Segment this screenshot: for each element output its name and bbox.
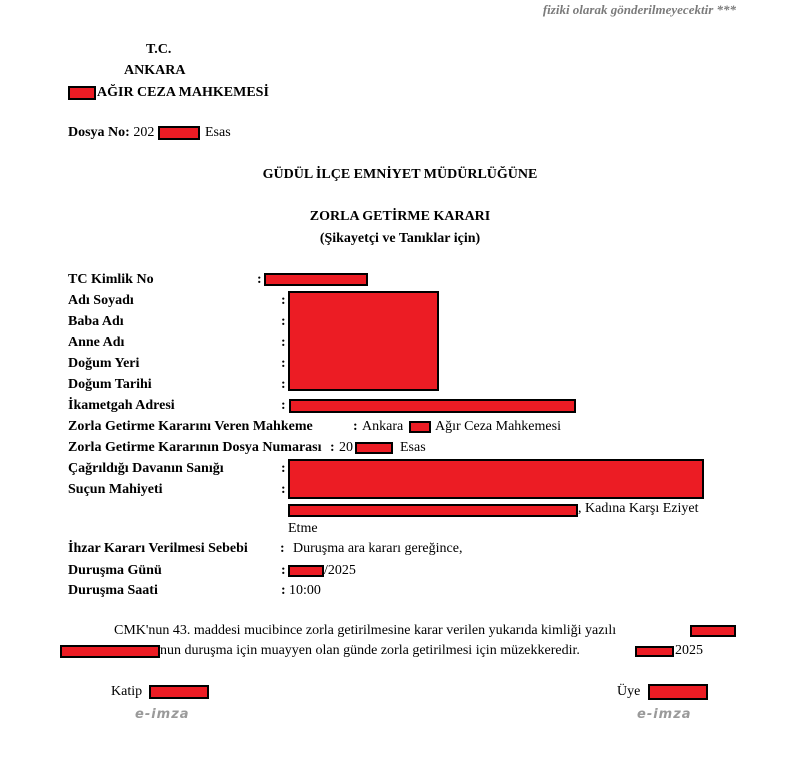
decision-file-number-suffix: Esas [400, 440, 426, 455]
father-colon: : [281, 314, 286, 329]
name-colon: : [281, 293, 286, 308]
issuing-court-label: Zorla Getirme Kararını Veren Mahkeme [68, 419, 313, 434]
mother-label: Anne Adı [68, 335, 125, 350]
redaction-clerk-name [149, 685, 209, 699]
crime-colon: : [281, 482, 286, 497]
clerk-label: Katip [111, 684, 143, 699]
redaction-person-name-continued [60, 645, 160, 658]
tc-colon: : [257, 272, 262, 287]
header-tc: T.C. [146, 42, 172, 57]
document-subtitle: (Şikayetçi ve Tanıklar için) [319, 231, 481, 246]
defendant-label: Çağrıldığı Davanın Sanığı [68, 461, 224, 476]
issuing-court-prefix: Ankara [362, 419, 404, 434]
crime-tail: , Kadına Karşı Eziyet [578, 501, 699, 516]
redaction-personal-info [288, 291, 439, 391]
redaction-date [635, 646, 674, 657]
issuing-court-suffix: Ağır Ceza Mahkemesi [435, 419, 561, 434]
header-court: AĞIR CEZA MAHKEMESİ [97, 85, 269, 100]
issuing-court-colon: : [353, 419, 358, 434]
decision-file-number-colon: : [330, 440, 335, 455]
redaction-decision-file-number [355, 442, 393, 454]
address-colon: : [281, 398, 286, 413]
redaction-court-number [68, 86, 96, 100]
redaction-address [289, 399, 576, 413]
clerk-esignature: e-imza [135, 707, 190, 722]
member-label: Üye [617, 684, 641, 699]
defendant-colon: : [281, 461, 286, 476]
crime-label: Suçun Mahiyeti [68, 482, 163, 497]
birthplace-colon: : [281, 356, 286, 371]
redaction-crime-detail [288, 504, 578, 517]
hearing-day-colon: : [281, 563, 286, 578]
file-number-label: Dosya No: [68, 125, 130, 140]
crime-tail-continued: Etme [288, 521, 318, 536]
birthplace-label: Doğum Yeri [68, 356, 140, 371]
file-number-suffix: Esas [205, 125, 231, 140]
reason-label: İhzar Kararı Verilmesi Sebebi [68, 541, 248, 556]
hearing-day-label: Duruşma Günü [68, 563, 162, 578]
redaction-member-name [648, 684, 708, 700]
redaction-tc-number [264, 273, 368, 286]
birthdate-label: Doğum Tarihi [68, 377, 152, 392]
recipient: GÜDÜL İLÇE EMNİYET MÜDÜRLÜĞÜNE [262, 167, 538, 182]
decision-file-number-prefix: 20 [339, 440, 353, 455]
document-title: ZORLA GETİRME KARARI [309, 209, 491, 224]
hearing-time-value: 10:00 [289, 583, 321, 598]
mother-colon: : [281, 335, 286, 350]
body-line-1: CMK'nun 43. maddesi mucibince zorla getirilmesine karar verilen yukarıda kimliği yazılı [114, 623, 617, 638]
decision-file-number-label: Zorla Getirme Kararının Dosya Numarası [68, 440, 322, 455]
body-line-2: nun duruşma için muayyen olan günde zorla getirilmesi için müzekkeredir. [160, 643, 580, 658]
birthdate-colon: : [281, 377, 286, 392]
redaction-person-name [690, 625, 736, 637]
father-label: Baba Adı [68, 314, 124, 329]
file-number-prefix: 202 [133, 125, 155, 140]
top-note: fiziki olarak gönderilmeyecektir *** [542, 2, 736, 17]
name-label: Adı Soyadı [68, 293, 134, 308]
redaction-file-number [158, 126, 200, 140]
member-esignature: e-imza [637, 707, 692, 722]
redaction-defendant-and-crime [288, 459, 704, 499]
redaction-issuing-court-number [409, 421, 431, 433]
reason-value: Duruşma ara kararı gereğince, [293, 541, 463, 556]
reason-colon: : [280, 541, 285, 556]
header-city: ANKARA [124, 63, 186, 78]
hearing-time-label: Duruşma Saati [68, 583, 158, 598]
hearing-day-suffix: /2025 [324, 563, 356, 578]
file-number-line [68, 125, 154, 141]
body-year: 2025 [675, 643, 703, 658]
redaction-hearing-day [288, 565, 324, 577]
tc-label: TC Kimlik No [68, 272, 154, 287]
address-label: İkametgah Adresi [68, 398, 175, 413]
hearing-time-colon: : [281, 583, 286, 598]
